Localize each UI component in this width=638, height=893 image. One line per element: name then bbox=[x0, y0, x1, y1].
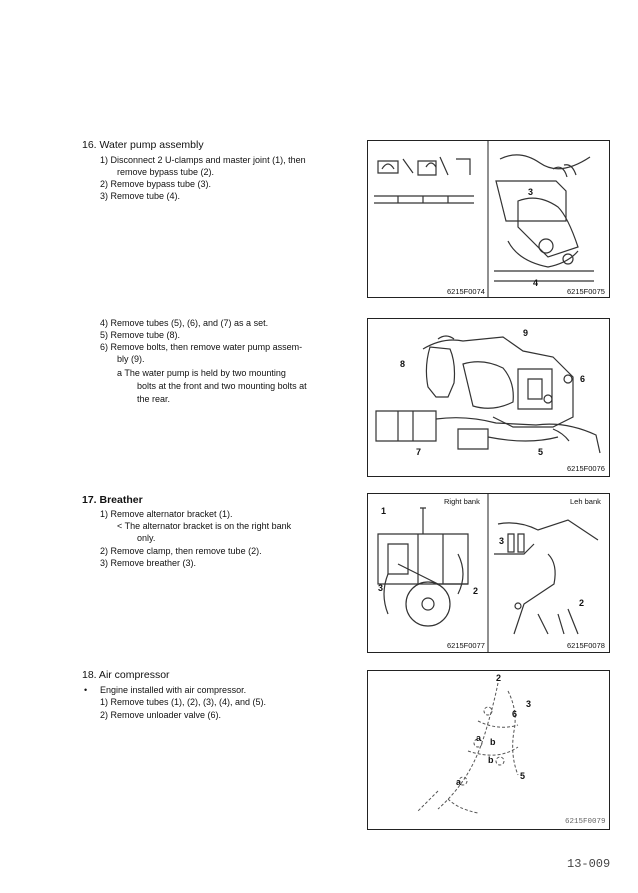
air-compressor-illustration bbox=[368, 671, 609, 829]
callout-5: 5 bbox=[520, 771, 526, 781]
callout-3: 3 bbox=[499, 536, 505, 546]
callout-7: 7 bbox=[416, 447, 422, 457]
callout-2: 2 bbox=[496, 673, 502, 683]
step-text: remove bypass tube (2). bbox=[117, 167, 215, 177]
page-number: 13-009 bbox=[567, 857, 611, 871]
callout-6: 6 bbox=[580, 374, 586, 384]
figure-caption: 6215F0076 bbox=[567, 464, 605, 473]
step-text: 3) Remove breather (3). bbox=[100, 558, 197, 568]
step-text: 5) Remove tube (8). bbox=[100, 330, 181, 340]
callout-2: 2 bbox=[473, 586, 479, 596]
figure-caption: 6215F0079 bbox=[565, 818, 606, 826]
callout-9: 9 bbox=[523, 328, 529, 338]
section-18-heading: 18. Air compressor bbox=[82, 669, 170, 681]
note-text: a The water pump is held by two mounting bbox=[117, 368, 286, 378]
step-text: 2) Remove bypass tube (3). bbox=[100, 179, 212, 189]
callout-6: 6 bbox=[512, 709, 518, 719]
step-text: 1) Disconnect 2 U-clamps and master joint (1), then bbox=[100, 155, 306, 165]
note-text: bolts at the front and two mounting bolts at bbox=[137, 381, 307, 391]
section-17-heading: 17. Breather bbox=[82, 494, 143, 506]
step-text: 4) Remove tubes (5), (6), and (7) as a set. bbox=[100, 318, 269, 328]
figure-label-right-bank: Right bank bbox=[444, 497, 480, 506]
figure-caption: 6215F0074 bbox=[447, 287, 485, 296]
callout-8: 8 bbox=[400, 359, 406, 369]
note-text: only. bbox=[137, 533, 156, 543]
step-text: bly (9). bbox=[117, 354, 145, 364]
callout-1: 1 bbox=[381, 506, 387, 516]
step-text: 2) Remove unloader valve (6). bbox=[100, 710, 222, 720]
callout-a: a bbox=[456, 777, 462, 787]
figure-water-pump bbox=[367, 318, 610, 477]
figure-breather bbox=[367, 493, 610, 653]
bullet: • bbox=[84, 685, 88, 695]
water-pump-illustration bbox=[368, 319, 609, 476]
figure-caption: 6215F0078 bbox=[567, 641, 605, 650]
breather-illustration bbox=[368, 494, 609, 652]
note-text: the rear. bbox=[137, 394, 171, 404]
callout-a: a bbox=[476, 733, 482, 743]
figure-caption: 6215F0077 bbox=[447, 641, 485, 650]
callout-2: 2 bbox=[579, 598, 585, 608]
bypass-tube-illustration bbox=[368, 141, 609, 297]
step-text: 3) Remove tube (4). bbox=[100, 191, 181, 201]
section-16-heading: 16. Water pump assembly bbox=[82, 139, 204, 151]
step-text: 1) Remove alternator bracket (1). bbox=[100, 509, 233, 519]
figure-label-left-bank: Leh bank bbox=[570, 497, 601, 506]
callout-3: 3 bbox=[528, 187, 534, 197]
figure-water-pump-bypass bbox=[367, 140, 610, 298]
step-text: 6) Remove bolts, then remove water pump assem- bbox=[100, 342, 303, 352]
callout-4: 4 bbox=[533, 278, 539, 288]
figure-caption: 6215F0075 bbox=[567, 287, 605, 296]
callout-b: b bbox=[490, 737, 496, 747]
callout-b: b bbox=[488, 755, 494, 765]
callout-5: 5 bbox=[538, 447, 544, 457]
figure-air-compressor bbox=[367, 670, 610, 830]
note-text: Engine installed with air compressor. bbox=[100, 685, 247, 695]
step-text: 2) Remove clamp, then remove tube (2). bbox=[100, 546, 262, 556]
step-text: 1) Remove tubes (1), (2), (3), (4), and (5). bbox=[100, 697, 267, 707]
callout-3: 3 bbox=[526, 699, 532, 709]
note-text: < The alternator bracket is on the right bank bbox=[117, 521, 292, 531]
callout-3: 3 bbox=[378, 583, 384, 593]
